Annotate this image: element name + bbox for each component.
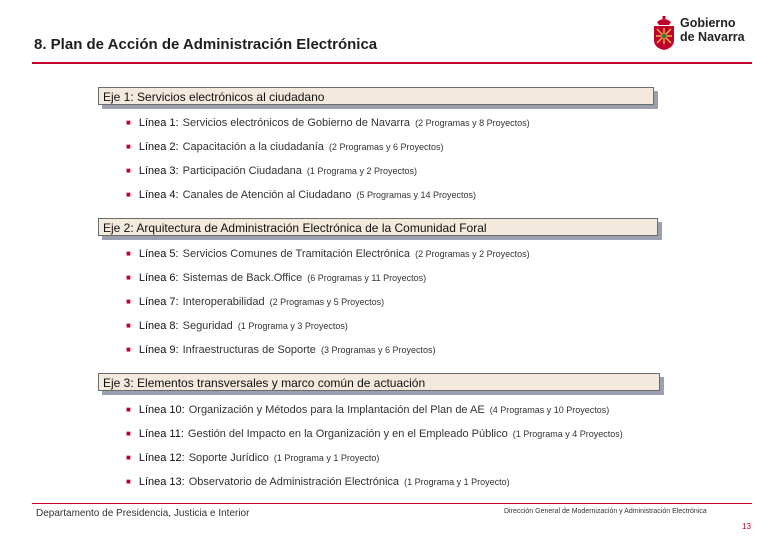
title-divider <box>32 62 752 64</box>
linea-programs: (1 Programa y 4 Proyectos) <box>512 429 623 439</box>
bullet-icon: ■ <box>126 190 131 199</box>
linea-programs: (1 Programa y 2 Proyectos) <box>306 166 417 176</box>
linea-programs: (2 Programas y 5 Proyectos) <box>269 297 385 307</box>
linea-1 <box>126 117 530 129</box>
linea-label: Línea 11: <box>138 428 184 440</box>
linea-5 <box>126 248 530 260</box>
navarra-shield-icon <box>652 16 676 50</box>
linea-label: Línea 4: <box>138 189 179 201</box>
bullet-icon: ■ <box>126 453 131 462</box>
linea-label: Línea 10: <box>138 404 185 416</box>
eje-3-header: Eje 3: Elementos transversales y marco común de actuación <box>98 373 660 391</box>
linea-programs: (2 Programas y 6 Proyectos) <box>328 142 444 152</box>
bullet-icon: ■ <box>126 249 131 258</box>
page-title: 8. Plan de Acción de Administración Electrónica <box>34 36 378 53</box>
linea-desc: Infraestructuras de Soporte <box>182 344 316 356</box>
linea-desc: Interoperabilidad <box>182 296 265 308</box>
linea-programs: (1 Programa y 1 Proyecto) <box>273 453 380 463</box>
linea-programs: (4 Programas y 10 Proyectos) <box>489 405 610 415</box>
eje-2-header: Eje 2: Arquitectura de Administración Electrónica de la Comunidad Foral <box>98 218 658 236</box>
logo-text-line2: de Navarra <box>680 30 745 44</box>
footer-divider <box>32 503 752 504</box>
linea-8 <box>126 320 348 332</box>
linea-label: Línea 13: <box>138 476 185 488</box>
linea-desc: Gestión del Impacto en la Organización y en el Empleado Público <box>187 428 508 440</box>
linea-13 <box>126 476 510 488</box>
linea-4 <box>126 189 476 201</box>
bullet-icon: ■ <box>126 118 131 127</box>
linea-label: Línea 6: <box>138 272 179 284</box>
linea-label: Línea 2: <box>138 141 179 153</box>
bullet-icon: ■ <box>126 429 131 438</box>
linea-desc: Sistemas de Back.Office <box>182 272 303 284</box>
bullet-icon: ■ <box>126 321 131 330</box>
linea-label: Línea 9: <box>138 344 179 356</box>
linea-desc: Servicios electrónicos de Gobierno de Navarra <box>182 117 411 129</box>
gobierno-navarra-logo <box>650 16 760 54</box>
linea-programs: (6 Programas y 11 Proyectos) <box>307 273 427 283</box>
linea-desc: Servicios Comunes de Tramitación Electrónica <box>182 248 411 260</box>
bullet-icon: ■ <box>126 166 131 175</box>
linea-programs: (1 Programa y 3 Proyectos) <box>237 321 348 331</box>
linea-label: Línea 5: <box>138 248 179 260</box>
bullet-icon: ■ <box>126 142 131 151</box>
linea-7 <box>126 296 384 308</box>
linea-11 <box>126 428 623 440</box>
bullet-icon: ■ <box>126 405 131 414</box>
linea-label: Línea 8: <box>138 320 179 332</box>
linea-programs: (1 Programa y 1 Proyecto) <box>404 477 510 487</box>
linea-desc: Observatorio de Administración Electrónica <box>188 476 400 488</box>
linea-3 <box>126 165 417 177</box>
linea-label: Línea 3: <box>138 165 179 177</box>
bullet-icon: ■ <box>126 297 131 306</box>
eje-1-header: Eje 1: Servicios electrónicos al ciudadano <box>98 87 654 105</box>
linea-2 <box>126 141 443 153</box>
linea-desc: Participación Ciudadana <box>182 165 302 177</box>
linea-label: Línea 7: <box>138 296 179 308</box>
linea-10 <box>126 404 609 416</box>
footer-direction: Dirección General de Modernización y Administración Electrónica <box>504 508 707 515</box>
linea-label: Línea 12: <box>138 452 185 464</box>
linea-programs: (2 Programas y 8 Proyectos) <box>415 118 530 128</box>
linea-desc: Canales de Atención al Ciudadano <box>182 189 352 201</box>
linea-desc: Soporte Jurídico <box>188 452 269 464</box>
linea-desc: Capacitación a la ciudadanía <box>182 141 324 153</box>
linea-6 <box>126 272 426 284</box>
linea-12 <box>126 452 379 464</box>
linea-programs: (5 Programas y 14 Proyectos) <box>356 190 477 200</box>
bullet-icon: ■ <box>126 345 131 354</box>
bullet-icon: ■ <box>126 477 131 486</box>
footer-department: Departamento de Presidencia, Justicia e Interior <box>36 508 250 519</box>
linea-9 <box>126 344 436 356</box>
page-number: 13 <box>742 522 751 531</box>
linea-desc: Organización y Métodos para la Implantación del Plan de AE <box>188 404 485 416</box>
linea-label: Línea 1: <box>138 117 179 129</box>
linea-desc: Seguridad <box>182 320 233 332</box>
bullet-icon: ■ <box>126 273 131 282</box>
logo-text-line1: Gobierno <box>680 16 736 30</box>
linea-programs: (2 Programas y 2 Proyectos) <box>415 249 530 259</box>
linea-programs: (3 Programas y 6 Proyectos) <box>320 345 436 355</box>
